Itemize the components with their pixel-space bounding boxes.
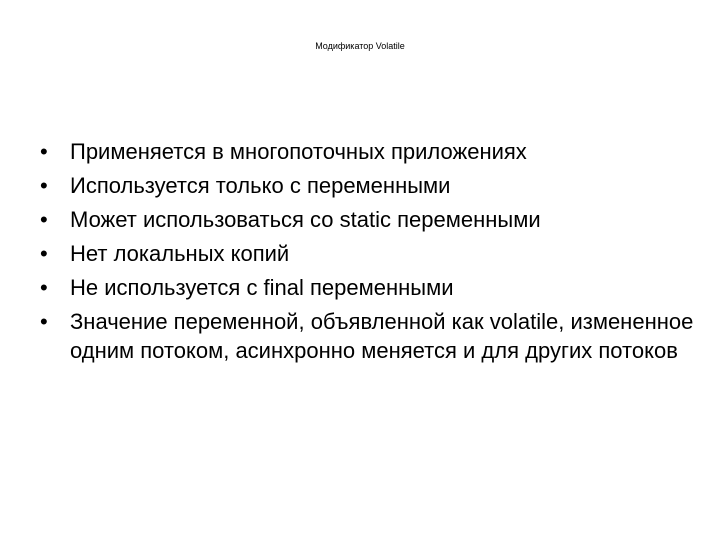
bullet-item	[40, 307, 700, 365]
bullet-item	[40, 137, 700, 166]
bullet-text: Не используется с final переменными	[70, 275, 454, 300]
bullet-dot-icon: •	[40, 139, 48, 164]
bullet-list	[40, 137, 700, 370]
bullet-item	[40, 239, 700, 268]
bullet-dot-icon: •	[40, 275, 48, 300]
bullet-dot-icon: •	[40, 309, 48, 334]
bullet-text: Может использоваться со static переменными	[70, 207, 541, 232]
bullet-item	[40, 273, 700, 302]
bullet-text: Применяется в многопоточных приложениях	[70, 139, 527, 164]
bullet-item	[40, 205, 700, 234]
bullet-item	[40, 171, 700, 200]
bullet-text: Используется только с переменными	[70, 173, 451, 198]
bullet-text: Значение переменной, объявленной как volatile, измененное одним потоком, асинхронно меняется и для других потоков	[70, 309, 694, 363]
bullet-dot-icon: •	[40, 173, 48, 198]
slide-title: Модификатор Volatile	[315, 41, 405, 51]
bullet-text: Нет локальных копий	[70, 241, 290, 266]
bullet-dot-icon: •	[40, 241, 48, 266]
bullet-dot-icon: •	[40, 207, 48, 232]
